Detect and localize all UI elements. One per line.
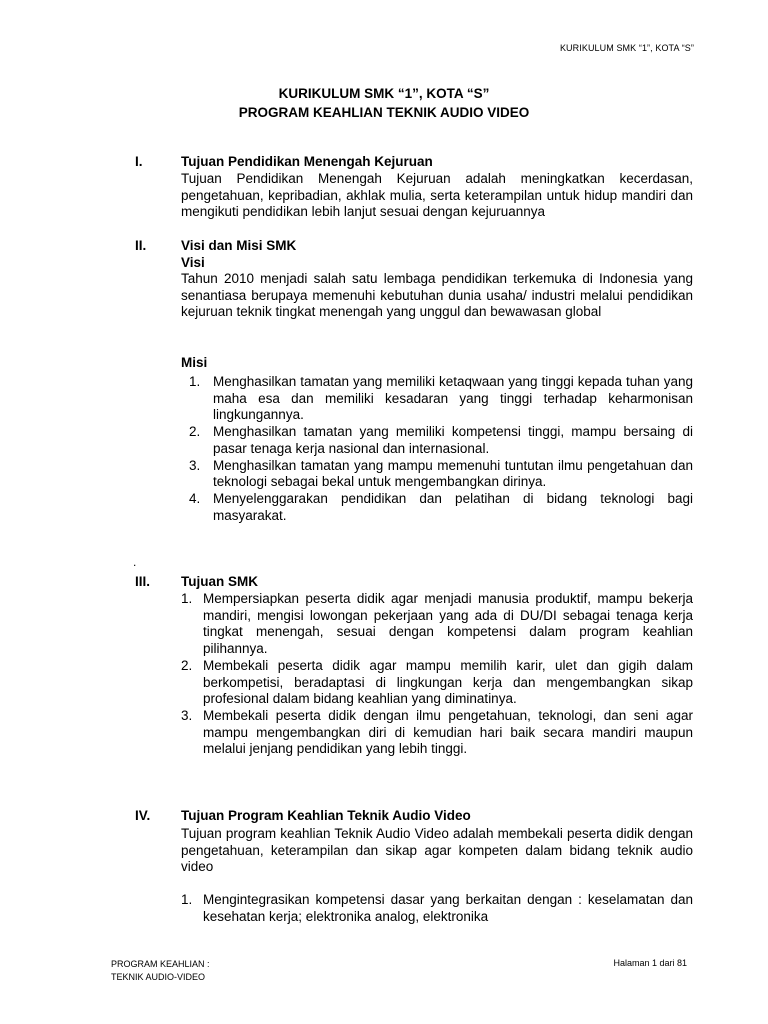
tujuan-program-list [181,892,693,925]
list-number: 3. [189,457,201,473]
section-number: III. [135,574,151,589]
list-number: 4. [189,490,201,506]
page-number: Halaman 1 dari 81 [613,958,687,968]
stray-mark: . [133,555,137,569]
list-item [181,458,693,491]
document-title: KURIKULUM SMK “1”, KOTA “S” [278,86,490,101]
list-text: Membekali peserta didik agar mampu memilih karir, ulet dan gigih dalam berkompetisi, beradaptasi di lingkungan kerja dan mengembangkan sikap profesional dalam bidang keahlian yang diminatinya. [203,657,693,707]
list-number: 1. [181,591,193,606]
misi-list [181,374,693,524]
list-text: Mempersiapkan peserta didik agar menjadi manusia produktif, mampu bekerja mandiri, mengisi lowongan pekerjaan yang ada di DU/DI sebagai tenaga kerja tingkat menengah, sesuai dengan kompetensi dalam program keahlian pilihannya. [203,591,693,657]
section-number: IV. [135,808,151,823]
list-number: 1. [181,892,193,907]
list-item [181,374,693,424]
section-title: Tujuan Pendidikan Menengah Kejuruan [181,154,433,169]
section-title: Visi dan Misi SMK [181,238,297,253]
list-text: Menghasilkan tamatan yang memiliki ketaqwaan yang tinggi kepada tuhan yang maha esa dan memiliki kesadaran yang tinggi terhadap keharmonisan lingkungannya. [213,374,693,423]
section-4-heading [135,808,471,823]
running-header: KURIKULUM SMK “1”, KOTA “S” [559,43,694,53]
list-number: 3. [181,707,193,723]
tujuan-smk-list [181,591,693,758]
list-number: 2. [189,424,201,440]
footer-program [111,958,210,984]
list-text: Menghasilkan tamatan yang mampu memenuhi tuntutan ilmu pengetahuan dan teknologi sebagai bekal untuk mengembangkan dirinya. [213,457,693,490]
section-1-heading [135,154,433,169]
list-text: Membekali peserta didik dengan ilmu pengetahuan, teknologi, dan seni agar mampu mengembangkan diri di kemudian hari baik secara mandiri maupun melalui jenjang pendidikan yang lebih tinggi. [203,707,693,757]
list-item [181,491,693,524]
section-2-heading [135,238,296,253]
footer-program-line2: TEKNIK AUDIO-VIDEO [111,972,206,982]
section-3-heading [135,574,258,589]
list-text: Menghasilkan tamatan yang memiliki kompetensi tinggi, mampu bersaing di pasar tenaga kerja nasional dan internasional. [213,424,693,456]
list-item [181,591,693,658]
list-number: 2. [181,657,193,673]
visi-body: Tahun 2010 menjadi salah satu lembaga pendidikan terkemuka di Indonesia yang senantiasa berupaya memenuhi kebutuhan dunia usaha/ industri melalui pendidikan kejuruan teknik tingkat menengah yang unggul dan bewawasan global [181,271,693,320]
visi-heading: Visi [181,255,205,270]
section-4-body: Tujuan program keahlian Teknik Audio Video adalah membekali peserta didik dengan pengetahuan, keterampilan dan sikap agar kompeten dalam bidang teknik audio video [181,826,693,875]
list-item [181,658,693,708]
document-subtitle: PROGRAM KEAHLIAN TEKNIK AUDIO VIDEO [238,105,530,120]
section-1-body: Tujuan Pendidikan Menengah Kejuruan adalah meningkatkan kecerdasan, pengetahuan, kepribadian, akhlak mulia, serta keterampilan untuk hidup mandiri dan mengikuti pendidikan lebih lanjut sesuai dengan kejuruannya [181,171,693,220]
list-text: Mengintegrasikan kompetensi dasar yang berkaitan dengan : keselamatan dan kesehatan kerja; elektronika analog, elektronika [203,892,693,924]
section-title: Tujuan SMK [181,574,258,589]
list-item [181,708,693,758]
footer-program-line1: PROGRAM KEAHLIAN : [111,959,210,969]
list-text: Menyelenggarakan pendidikan dan pelatihan di bidang teknologi bagi masyarakat. [213,490,693,523]
list-number: 1. [189,374,201,389]
list-item [181,424,693,457]
misi-heading: Misi [181,355,208,370]
section-number: II. [135,238,147,253]
section-number: I. [135,154,143,169]
list-item [181,892,693,925]
section-title: Tujuan Program Keahlian Teknik Audio Video [181,808,471,823]
